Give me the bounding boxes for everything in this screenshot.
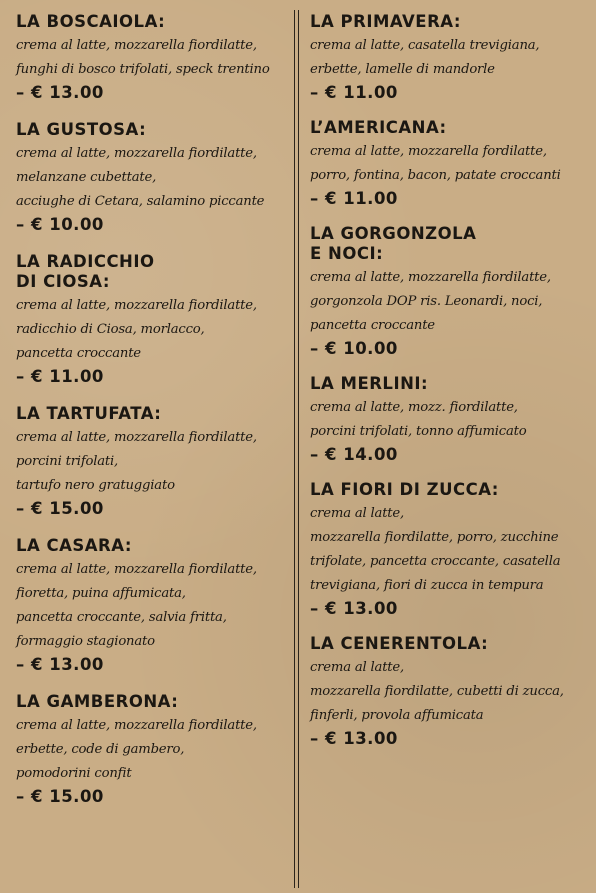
menu-column-left (16, 12, 290, 824)
item-price: – € 15.00 (16, 787, 104, 806)
menu-item (310, 118, 590, 210)
menu-item (16, 252, 290, 388)
item-price: – € 13.00 (310, 599, 398, 618)
item-description: crema al latte, mozzarella fiordilatte, erbette, code di gambero, pomodorini confit (16, 718, 257, 781)
item-price: – € 11.00 (310, 189, 398, 208)
item-description: crema al latte, mozzarella fiordilatte, radicchio di Ciosa, morlacco, pancetta croccante (16, 298, 257, 361)
menu-item (16, 120, 290, 236)
item-description: crema al latte, casatella trevigiana, erbette, lamelle di mandorle (310, 38, 540, 77)
item-name: LA MERLINI: (310, 374, 429, 393)
menu-item (310, 224, 590, 360)
item-price: – € 10.00 (16, 215, 104, 234)
menu-column-right (310, 12, 590, 764)
menu-item (16, 692, 290, 808)
item-name: LA GAMBERONA: (16, 692, 179, 711)
item-description: crema al latte, mozzarella fiordilatte, porro, zucchine trifolate, pancetta croccante, casatella trevigiana, fiori di zucca in tempura (310, 506, 561, 593)
menu-item (310, 374, 590, 466)
item-name: LA CASARA: (16, 536, 132, 555)
item-price: – € 15.00 (16, 499, 104, 518)
menu-item (310, 634, 590, 750)
menu-item (16, 536, 290, 676)
item-name: LA GUSTOSA: (16, 120, 147, 139)
item-description: crema al latte, mozzarella fiordilatte, gorgonzola DOP ris. Leonardi, noci, pancetta croccante (310, 270, 551, 333)
item-description: crema al latte, mozz. fiordilatte, porcini trifolati, tonno affumicato (310, 400, 527, 439)
item-name: LA PRIMAVERA: (310, 12, 461, 31)
item-price: – € 13.00 (16, 655, 104, 674)
item-name: LA RADICCHIO DI CIOSA: (16, 252, 155, 291)
item-description: crema al latte, mozzarella fiordilatte, porcini trifolati, tartufo nero gratuggiato (16, 430, 257, 493)
column-divider (294, 10, 299, 888)
item-price: – € 10.00 (310, 339, 398, 358)
item-description: crema al latte, mozzarella fordilatte, porro, fontina, bacon, patate croccanti (310, 144, 561, 183)
menu-item (16, 404, 290, 520)
menu-item (310, 480, 590, 620)
item-description: crema al latte, mozzarella fiordilatte, fioretta, puina affumicata, pancetta croccante, salvia fritta, formaggio stagionato (16, 562, 257, 649)
menu-item (16, 12, 290, 104)
item-description: crema al latte, mozzarella fiordilatte, melanzane cubettate, acciughe di Cetara, salamino piccante (16, 146, 265, 209)
item-description: crema al latte, mozzarella fiordilatte, funghi di bosco trifolati, speck trentino (16, 38, 270, 77)
item-price: – € 11.00 (16, 367, 104, 386)
item-name: LA FIORI DI ZUCCA: (310, 480, 499, 499)
item-price: – € 14.00 (310, 445, 398, 464)
item-description: crema al latte, mozzarella fiordilatte, cubetti di zucca, finferli, provola affumicata (310, 660, 564, 723)
item-name: LA TARTUFATA: (16, 404, 162, 423)
item-name: LA CENERENTOLA: (310, 634, 489, 653)
item-name: L’AMERICANA: (310, 118, 447, 137)
item-name: LA GORGONZOLA E NOCI: (310, 224, 477, 263)
item-price: – € 13.00 (310, 729, 398, 748)
item-price: – € 11.00 (310, 83, 398, 102)
item-name: LA BOSCAIOLA: (16, 12, 166, 31)
item-price: – € 13.00 (16, 83, 104, 102)
menu-item (310, 12, 590, 104)
